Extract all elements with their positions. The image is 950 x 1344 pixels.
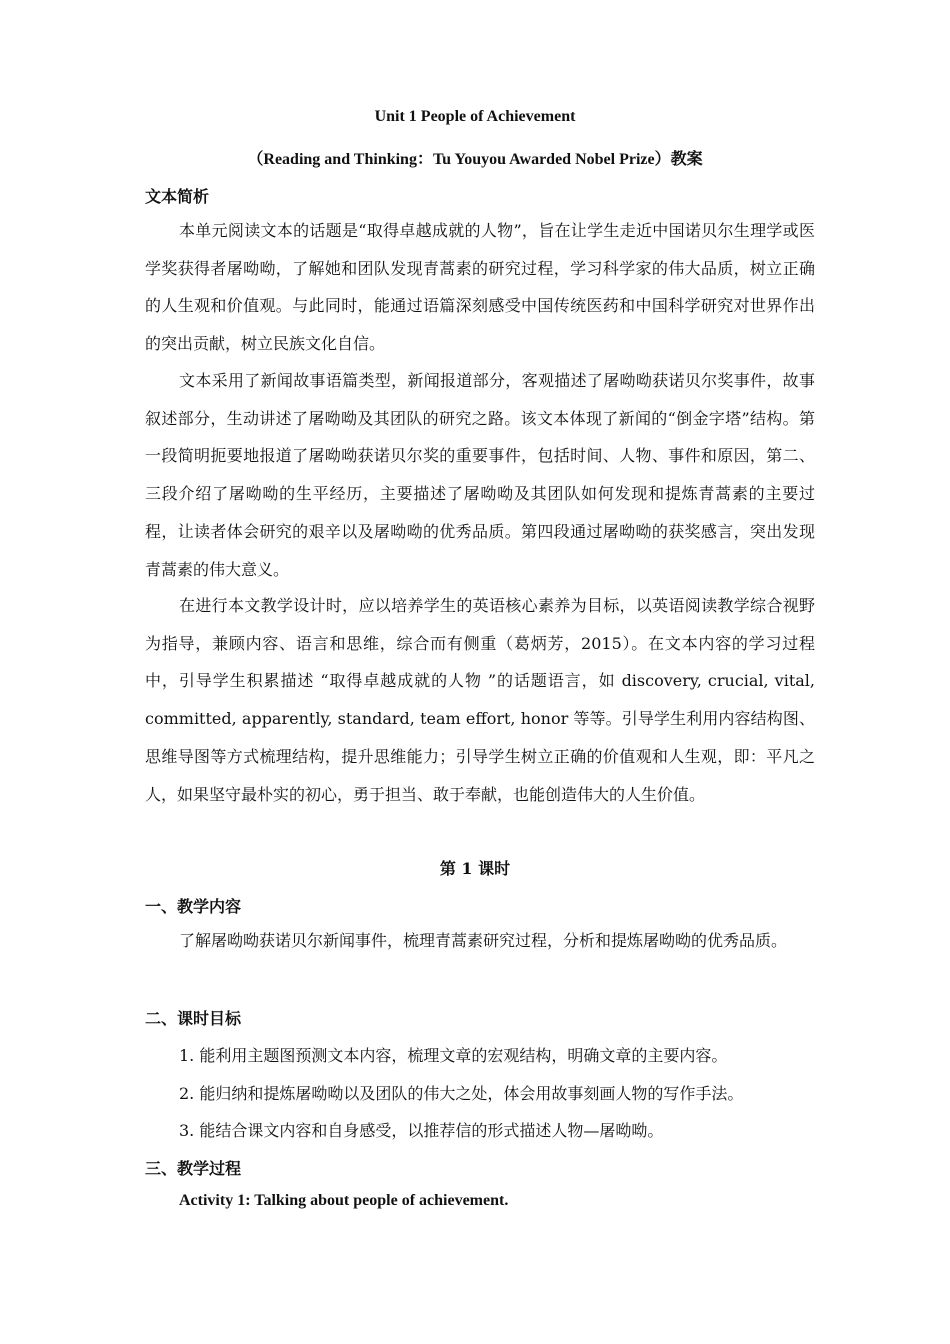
document-subtitle: （Reading and Thinking：Tu Youyou Awarded Nobel Prize）教案 [247,151,703,168]
activity-1-title: Activity 1: Talking about people of achievement. [179,1192,509,1209]
objective-item: 1. 能利用主题图预测文本内容，梳理文章的宏观结构，明确文章的主要内容。 [179,1046,728,1065]
section-heading-objectives: 二、课时目标 [145,1009,242,1028]
paragraph-2: 文本采用了新闻故事语篇类型，新闻报道部分，客观描述了屠呦呦获诺贝尔奖事件，故事叙述部分，生动讲述了屠呦呦及其团队的研究之路。该文本体现了新闻的“倒金字塔”结构。第一段简明扼要地报道了屠呦呦获诺贝尔奖的重要事件，包括时间、人物、事件和原因，第二、三段介绍了屠呦呦的生平经历，主要描述了屠呦呦及其团队如何发现和提炼青蒿素的主要过程，让读者体会研究的艰辛以及屠呦呦的优秀品质。第四段通过屠呦呦的获奖感言，突出发现青蒿素的伟大意义。 [145,371,815,579]
document-title: Unit 1 People of Achievement [374,108,576,125]
lesson-title: 第 1 课时 [439,859,511,878]
section-content-text: 了解屠呦呦获诺贝尔新闻事件，梳理青蒿素研究过程，分析和提炼屠呦呦的优秀品质。 [179,931,788,950]
objective-item: 3. 能结合课文内容和自身感受，以推荐信的形式描述人物—屠呦呦。 [179,1121,664,1140]
paragraph-3: 在进行本文教学设计时，应以培养学生的英语核心素养为目标，以英语阅读教学综合视野为指导，兼顾内容、语言和思维，综合而有侧重（葛炳芳，2015）。在文本内容的学习过程中，引导学生积累描述 “取得卓越成就的人物 ”的话题语言，如 discovery, crucial, vital, committed, apparently, standard, team effort, honor 等等。引导学生利用内容结构图、思维导图等方式梳理结构，提升思维能力；引导学生树立正确的价值观和人生观，即：平凡之人，如果坚守最朴实的初心，勇于担当、敢于奉献，也能创造伟大的人生价值。 [145,596,815,804]
section-heading-text-analysis: 文本简析 [145,187,210,206]
section-heading-process: 三、教学过程 [145,1159,242,1178]
paragraph-1: 本单元阅读文本的话题是“取得卓越成就的人物”，旨在让学生走近中国诺贝尔生理学或医学奖获得者屠呦呦，了解她和团队发现青蒿素的研究过程，学习科学家的伟大品质，树立正确的人生观和价值观。与此同时，能通过语篇深刻感受中国传统医药和中国科学研究对世界作出的突出贡献，树立民族文化自信。 [145,221,815,354]
objective-item: 2. 能归纳和提炼屠呦呦以及团队的伟大之处，体会用故事刻画人物的写作手法。 [179,1084,744,1103]
section-heading-content: 一、教学内容 [145,897,242,916]
